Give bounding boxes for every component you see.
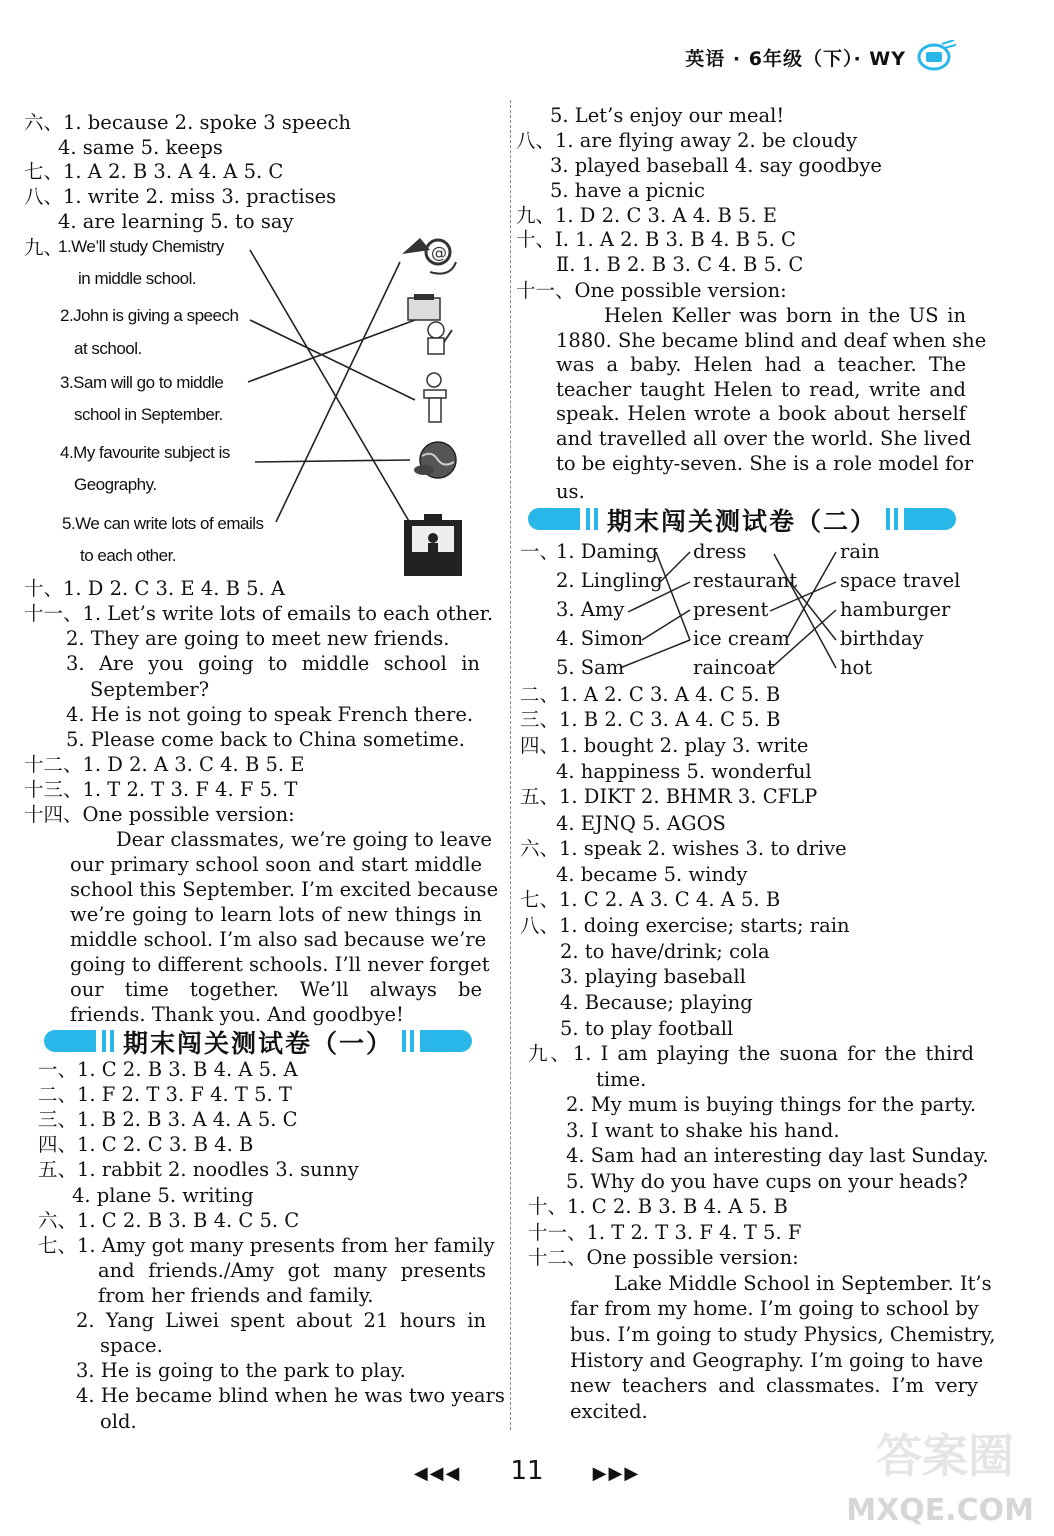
answer-line: 十、1. D 2. C 3. E 4. B 5. A bbox=[24, 577, 286, 600]
answer-line: 4. plane 5. writing bbox=[72, 1184, 254, 1207]
answer-line: 一、1. C 2. B 3. B 4. A 5. A bbox=[38, 1058, 298, 1081]
watermark-url: MXQE.COM bbox=[846, 1493, 1034, 1528]
match-name: 1. Daming bbox=[556, 540, 658, 563]
answer-line: September? bbox=[90, 678, 210, 701]
header-title: 英语 · 6年级（下）· WY bbox=[685, 48, 906, 70]
match-item-a: 2.John is giving a speech bbox=[60, 306, 239, 325]
answer-line: 四、1. bought 2. play 3. write bbox=[520, 734, 809, 757]
answer-line: space. bbox=[100, 1334, 163, 1357]
answer-line: 八、1. write 2. miss 3. practises bbox=[24, 185, 337, 208]
essay-line: our primary school soon and start middle bbox=[70, 853, 482, 876]
answer-line: 八、1. doing exercise; starts; rain bbox=[520, 914, 850, 937]
match-item: raincoat bbox=[693, 656, 775, 679]
answer-line: 4. Because; playing bbox=[560, 991, 753, 1014]
essay-line: school this September. I’m excited because bbox=[70, 878, 499, 901]
section-label: 九、 bbox=[24, 236, 64, 259]
matching-lines-2 bbox=[0, 0, 1000, 700]
answer-line: 4. same 5. keeps bbox=[58, 136, 223, 159]
answer-line: 二、1. A 2. C 3. A 4. C 5. B bbox=[520, 683, 781, 706]
match-item: ice cream bbox=[693, 627, 790, 650]
match-name: 4. Simon bbox=[556, 627, 644, 650]
match-item-a: 4.My favourite subject is bbox=[60, 443, 230, 462]
answer-line: 5. Let’s enjoy our meal! bbox=[550, 104, 785, 127]
essay-line: Dear classmates, we’re going to leave bbox=[116, 828, 492, 851]
answer-line: old. bbox=[100, 1410, 137, 1433]
answer-line: 十一、One possible version: bbox=[516, 279, 787, 302]
answer-line: 十二、1. D 2. A 3. C 4. B 5. E bbox=[24, 753, 305, 776]
answer-line: 2. My mum is buying things for the party. bbox=[566, 1093, 977, 1116]
essay-line: teacher taught Helen to read, write and bbox=[556, 378, 966, 401]
match-item-b: Geography. bbox=[74, 475, 157, 494]
answer-line: Ⅱ. 1. B 2. B 3. C 4. B 5. C bbox=[556, 253, 804, 276]
section-banner bbox=[44, 1024, 472, 1058]
essay-line: we’re going to learn lots of new things in bbox=[70, 903, 482, 926]
page-number: 11 bbox=[510, 1456, 544, 1486]
answer-line: 2. They are going to meet new friends. bbox=[66, 627, 450, 650]
answer-line: 六、1. because 2. spoke 3 speech bbox=[24, 111, 351, 134]
essay-line: Lake Middle School in September. It’s bbox=[614, 1272, 992, 1295]
essay-line: new teachers and classmates. I’m very bbox=[570, 1374, 978, 1397]
essay-line: was a baby. Helen had a teacher. The bbox=[556, 353, 966, 376]
answer-line: 九、1. D 2. C 3. A 4. B 5. E bbox=[516, 204, 778, 227]
answer-line: 4. He is not going to speak French there. bbox=[66, 703, 474, 726]
match-item-a: 5.We can write lots of emails bbox=[62, 514, 264, 533]
answer-line: 5. have a picnic bbox=[550, 179, 705, 202]
answer-line: 3. Are you going to middle school in bbox=[66, 652, 480, 675]
essay-line: excited. bbox=[570, 1400, 648, 1423]
answer-line: 十、1. C 2. B 3. B 4. A 5. B bbox=[528, 1195, 788, 1218]
answer-line: 4. are learning 5. to say bbox=[58, 210, 294, 233]
answer-line: 4. Sam had an interesting day last Sunday. bbox=[566, 1144, 989, 1167]
watermark-logo: 答案圈 bbox=[876, 1429, 1014, 1483]
answer-line: 5. to play football bbox=[560, 1017, 734, 1040]
match-item: dress bbox=[693, 540, 747, 563]
answer-line: 5. Why do you have cups on your heads? bbox=[566, 1170, 968, 1193]
match-name: 2. Lingling bbox=[556, 569, 663, 592]
match-item-a: 3.Sam will go to middle bbox=[60, 373, 224, 392]
essay-line: to be eighty-seven. She is a role model for bbox=[556, 452, 974, 475]
match-item: restaurant bbox=[693, 569, 798, 592]
match-item-b: school in September. bbox=[74, 405, 223, 424]
answer-line: time. bbox=[596, 1068, 647, 1091]
match-item-b: at school. bbox=[74, 339, 142, 358]
match-item: hot bbox=[840, 656, 873, 679]
answer-line: 十一、1. Let’s write lots of emails to each other. bbox=[24, 602, 494, 625]
answer-line: 七、1. C 2. A 3. C 4. A 5. B bbox=[520, 888, 781, 911]
essay-line: and travelled all over the world. She lived bbox=[556, 427, 972, 450]
answer-line: 十三、1. T 2. T 3. F 4. F 5. T bbox=[24, 778, 298, 801]
answer-line: 4. EJNQ 5. AGOS bbox=[556, 812, 726, 835]
match-item: hamburger bbox=[840, 598, 951, 621]
answer-line: 十、Ⅰ. 1. A 2. B 3. B 4. B 5. C bbox=[516, 228, 796, 251]
answer-line: 3. playing baseball bbox=[560, 965, 746, 988]
essay-line: 1880. She became blind and deaf when she bbox=[556, 329, 987, 352]
answer-line: 3. I want to shake his hand. bbox=[566, 1119, 840, 1142]
match-item: rain bbox=[840, 540, 880, 563]
match-item-a: 1.We’ll study Chemistry bbox=[58, 237, 224, 256]
answer-line: 2. Yang Liwei spent about 21 hours in bbox=[76, 1309, 486, 1332]
match-item-b: in middle school. bbox=[78, 269, 197, 288]
answer-line: 二、1. F 2. T 3. F 4. T 5. T bbox=[38, 1083, 292, 1106]
essay-line: far from my home. I’m going to school by bbox=[570, 1297, 979, 1320]
next-arrows-icon: ▶▶▶ bbox=[592, 1463, 641, 1484]
answer-line: 5. Please come back to China sometime. bbox=[66, 728, 465, 751]
prev-arrows-icon: ◀◀◀ bbox=[413, 1463, 462, 1484]
answer-line: from her friends and family. bbox=[98, 1284, 374, 1307]
answer-line: 十一、1. T 2. T 3. F 4. T 5. F bbox=[528, 1221, 802, 1244]
essay-line: speak. Helen wrote a book about herself bbox=[556, 402, 966, 425]
essay-line: going to different schools. I’ll never forget bbox=[70, 953, 490, 976]
svg-text:@: @ bbox=[431, 243, 447, 262]
match-item: birthday bbox=[840, 627, 924, 650]
answer-line: 五、1. DIKT 2. BHMR 3. CFLP bbox=[520, 785, 818, 808]
answer-line: 4. He became blind when he was two years bbox=[76, 1384, 505, 1407]
banner-title: 期末闯关测试卷（一） bbox=[122, 1029, 393, 1058]
answer-line: 七、1. A 2. B 3. A 4. A 5. C bbox=[24, 160, 284, 183]
answer-line: 五、1. rabbit 2. noodles 3. sunny bbox=[38, 1158, 359, 1181]
answer-line: 3. He is going to the park to play. bbox=[76, 1359, 406, 1382]
essay-line: friends. Thank you. And goodbye! bbox=[70, 1003, 404, 1026]
essay-line: middle school. I’m also sad because we’re bbox=[70, 928, 487, 951]
answer-line: and friends./Amy got many presents bbox=[98, 1259, 486, 1282]
answer-line: 七、1. Amy got many presents from her family bbox=[38, 1234, 495, 1257]
section-label: 一、 bbox=[520, 540, 560, 563]
essay-line: History and Geography. I’m going to have bbox=[570, 1349, 984, 1372]
answer-line: 4. happiness 5. wonderful bbox=[556, 760, 812, 783]
answer-line: 九、1. I am playing the suona for the third bbox=[528, 1042, 974, 1065]
match-item-b: to each other. bbox=[80, 546, 177, 565]
answer-line: 十二、One possible version: bbox=[528, 1246, 799, 1269]
banner-title: 期末闯关测试卷（二） bbox=[606, 507, 877, 536]
match-item: space travel bbox=[840, 569, 961, 592]
answer-line: 三、1. B 2. C 3. A 4. C 5. B bbox=[520, 708, 781, 731]
match-name: 5. Sam bbox=[556, 656, 625, 679]
answer-line: 4. became 5. windy bbox=[556, 863, 748, 886]
essay-line: Helen Keller was born in the US in bbox=[604, 304, 966, 327]
answer-line: 十四、One possible version: bbox=[24, 803, 295, 826]
essay-line: our time together. We’ll always be bbox=[70, 978, 482, 1001]
essay-line: bus. I’m going to study Physics, Chemistry, bbox=[570, 1323, 996, 1346]
answer-line: 六、1. C 2. B 3. B 4. C 5. C bbox=[38, 1209, 300, 1232]
essay-line: us. bbox=[556, 480, 585, 503]
answer-line: 八、1. are flying away 2. be cloudy bbox=[516, 129, 858, 152]
answer-line: 2. to have/drink; cola bbox=[560, 940, 770, 963]
match-item: present bbox=[693, 598, 769, 621]
answer-line: 六、1. speak 2. wishes 3. to drive bbox=[520, 837, 847, 860]
answer-line: 四、1. C 2. C 3. B 4. B bbox=[38, 1133, 254, 1156]
match-name: 3. Amy bbox=[556, 598, 625, 621]
answer-line: 3. played baseball 4. say goodbye bbox=[550, 154, 882, 177]
answer-line: 三、1. B 2. B 3. A 4. A 5. C bbox=[38, 1108, 298, 1131]
